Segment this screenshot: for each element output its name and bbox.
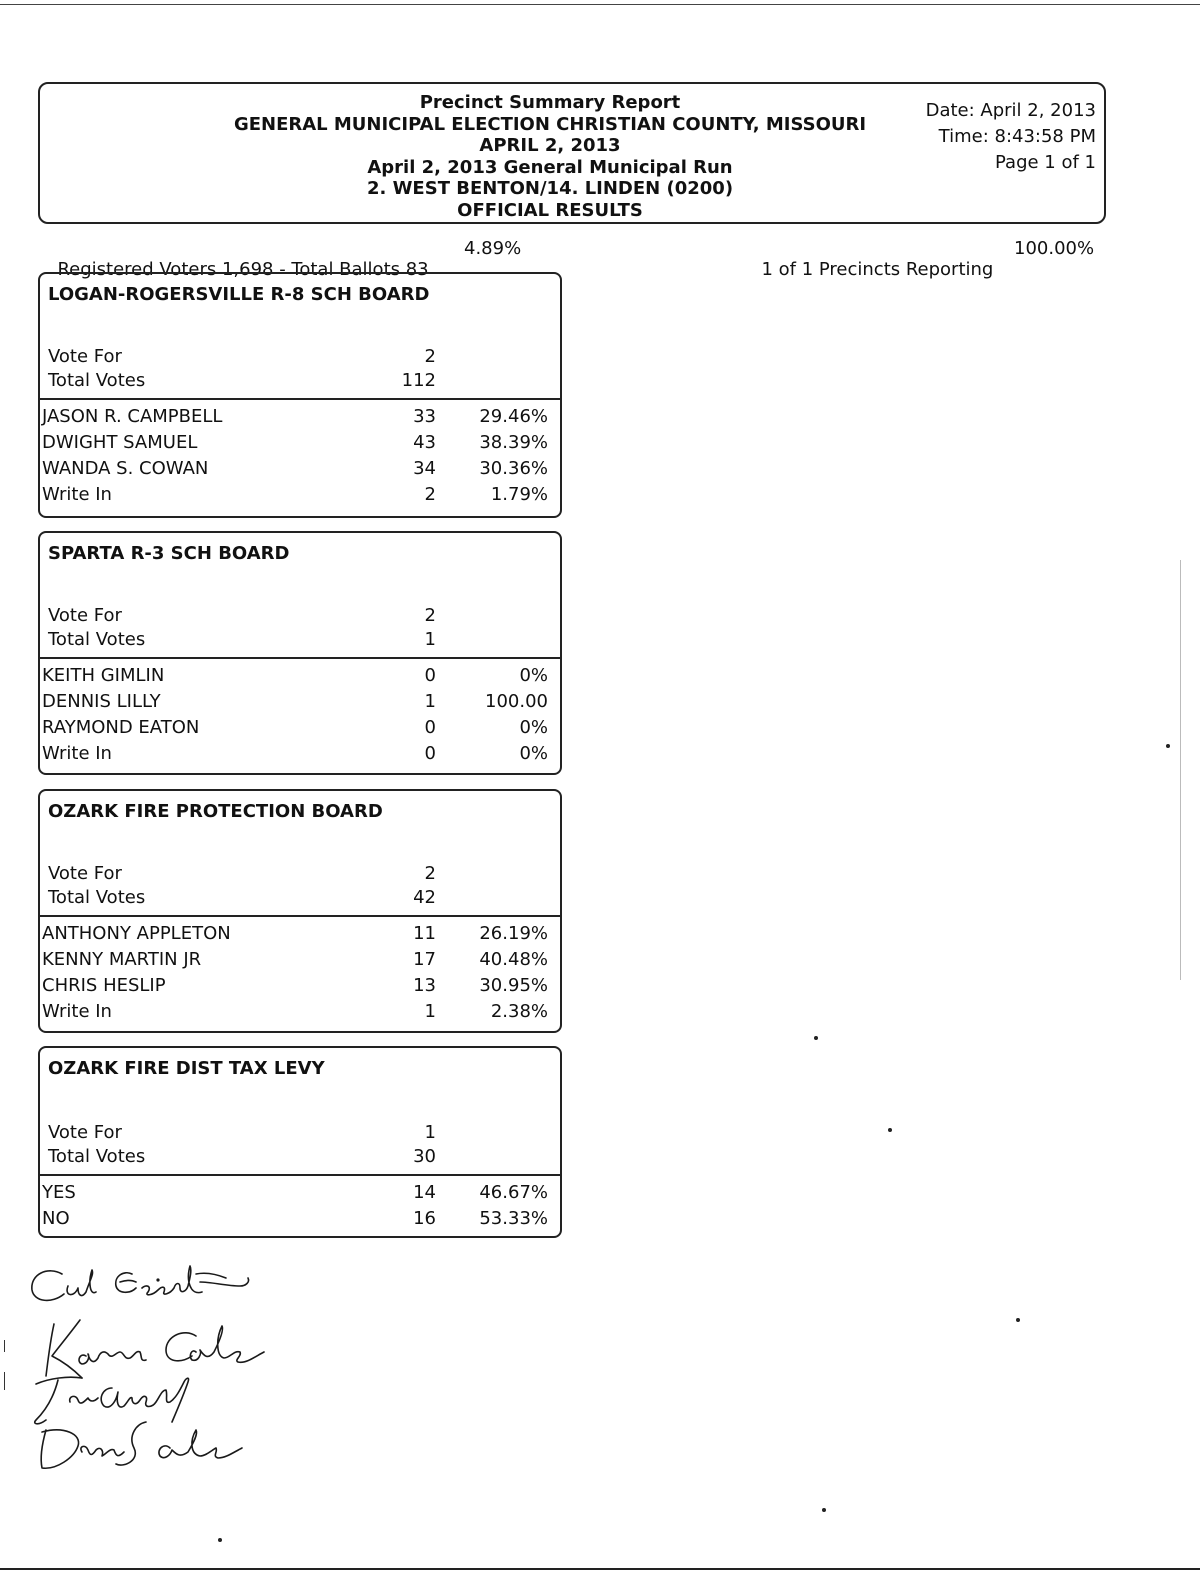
total-votes-value: 42 xyxy=(413,887,436,908)
contest-divider xyxy=(40,915,560,917)
candidate-percent: 26.19% xyxy=(479,923,548,944)
candidate-percent: 0% xyxy=(519,665,548,686)
candidate-name: DENNIS LILLY xyxy=(42,691,161,712)
page-number: Page 1 of 1 xyxy=(995,152,1096,173)
precincts-reporting-text: 1 of 1 Precincts Reporting xyxy=(761,259,994,280)
scan-speck xyxy=(218,1538,222,1542)
contest-divider xyxy=(40,1174,560,1176)
candidate-votes: 2 xyxy=(424,484,436,505)
scan-edge-bottom xyxy=(0,1568,1200,1570)
signature xyxy=(41,1422,242,1468)
scan-edge-top xyxy=(0,4,1200,5)
contest-box xyxy=(38,272,562,518)
candidate-name: NO xyxy=(42,1208,70,1229)
candidate-name: Write In xyxy=(42,743,112,764)
precincts-summary xyxy=(750,238,1095,301)
contest-title: LOGAN-ROGERSVILLE R-8 SCH BOARD xyxy=(48,284,430,305)
signature xyxy=(35,1377,189,1424)
candidate-percent: 2.38% xyxy=(490,1001,548,1022)
candidate-name: WANDA S. COWAN xyxy=(42,458,209,479)
scan-speck xyxy=(1166,744,1170,748)
vote-for-label: Vote For xyxy=(48,346,122,367)
total-votes-value: 30 xyxy=(413,1146,436,1167)
candidate-name: KEITH GIMLIN xyxy=(42,665,165,686)
report-time: Time: 8:43:58 PM xyxy=(938,126,1096,147)
candidate-votes: 17 xyxy=(413,949,436,970)
total-votes-label: Total Votes xyxy=(48,629,146,650)
candidate-percent: 1.79% xyxy=(490,484,548,505)
candidate-percent: 30.95% xyxy=(479,975,548,996)
contest-box xyxy=(38,789,562,1033)
scan-speck xyxy=(1016,1318,1020,1322)
contest-divider xyxy=(40,398,560,400)
candidate-percent: 29.46% xyxy=(479,406,548,427)
turnout-percent: 4.89% xyxy=(464,238,522,259)
candidate-votes: 1 xyxy=(424,1001,436,1022)
precinct-name: 2. WEST BENTON/14. LINDEN (0200) xyxy=(366,178,734,200)
candidate-votes: 0 xyxy=(424,665,436,686)
candidate-votes: 34 xyxy=(413,458,436,479)
candidate-percent: 46.67% xyxy=(479,1182,548,1203)
candidate-name: ANTHONY APPLETON xyxy=(42,923,231,944)
total-votes-label: Total Votes xyxy=(48,370,146,391)
vote-for-label: Vote For xyxy=(48,605,122,626)
candidate-name: CHRIS HESLIP xyxy=(42,975,166,996)
scan-edge-right xyxy=(1180,560,1181,980)
precincts-percent: 100.00% xyxy=(1014,238,1095,259)
candidate-votes: 33 xyxy=(413,406,436,427)
run-name: April 2, 2013 General Municipal Run xyxy=(367,156,733,178)
total-votes-value: 112 xyxy=(401,370,436,391)
vote-for-value: 1 xyxy=(424,1122,436,1143)
candidate-percent: 30.36% xyxy=(479,458,548,479)
vote-for-value: 2 xyxy=(424,346,436,367)
election-name: GENERAL MUNICIPAL ELECTION CHRISTIAN COUNTY, MISSOURI xyxy=(233,113,867,135)
contest-title: SPARTA R-3 SCH BOARD xyxy=(48,543,290,564)
header-meta xyxy=(926,98,1096,176)
contest-title: OZARK FIRE PROTECTION BOARD xyxy=(48,801,383,822)
contest-box xyxy=(38,1046,562,1238)
total-votes-label: Total Votes xyxy=(48,887,146,908)
candidate-name: KENNY MARTIN JR xyxy=(42,949,202,970)
scan-mark xyxy=(4,1372,5,1390)
vote-for-label: Vote For xyxy=(48,1122,122,1143)
header-titles xyxy=(190,92,910,222)
candidate-votes: 14 xyxy=(413,1182,436,1203)
registered-voters-text: Registered Voters 1,698 - Total Ballots 83 xyxy=(57,259,429,280)
candidate-percent: 40.48% xyxy=(479,949,548,970)
candidate-votes: 11 xyxy=(413,923,436,944)
signature xyxy=(32,1266,249,1300)
scan-speck xyxy=(814,1036,818,1040)
candidate-name: Write In xyxy=(42,1001,112,1022)
scan-speck xyxy=(822,1508,826,1512)
candidate-percent: 38.39% xyxy=(479,432,548,453)
signatures xyxy=(20,1252,360,1482)
candidate-votes: 13 xyxy=(413,975,436,996)
candidate-votes: 43 xyxy=(413,432,436,453)
vote-for-label: Vote For xyxy=(48,863,122,884)
candidate-percent: 0% xyxy=(519,717,548,738)
signature xyxy=(46,1320,264,1378)
candidate-votes: 1 xyxy=(424,691,436,712)
total-votes-label: Total Votes xyxy=(48,1146,146,1167)
candidate-name: DWIGHT SAMUEL xyxy=(42,432,198,453)
report-header xyxy=(38,82,1106,224)
candidate-votes: 0 xyxy=(424,717,436,738)
total-votes-value: 1 xyxy=(424,629,436,650)
candidate-votes: 0 xyxy=(424,743,436,764)
candidate-name: JASON R. CAMPBELL xyxy=(42,406,223,427)
candidate-percent: 0% xyxy=(519,743,548,764)
candidate-votes: 16 xyxy=(413,1208,436,1229)
report-date: Date: April 2, 2013 xyxy=(925,100,1096,121)
scan-speck xyxy=(888,1128,892,1132)
vote-for-value: 2 xyxy=(424,605,436,626)
election-date: APRIL 2, 2013 xyxy=(479,135,621,157)
contest-divider xyxy=(40,657,560,659)
contest-box xyxy=(38,531,562,775)
contest-title: OZARK FIRE DIST TAX LEVY xyxy=(48,1058,325,1079)
candidate-name: RAYMOND EATON xyxy=(42,717,200,738)
candidate-percent: 53.33% xyxy=(479,1208,548,1229)
vote-for-value: 2 xyxy=(424,863,436,884)
candidate-name: Write In xyxy=(42,484,112,505)
result-status: OFFICIAL RESULTS xyxy=(457,199,643,221)
scan-mark xyxy=(4,1340,5,1352)
candidate-name: YES xyxy=(42,1182,76,1203)
report-title: Precinct Summary Report xyxy=(419,92,681,113)
candidate-percent: 100.00 xyxy=(485,691,548,712)
